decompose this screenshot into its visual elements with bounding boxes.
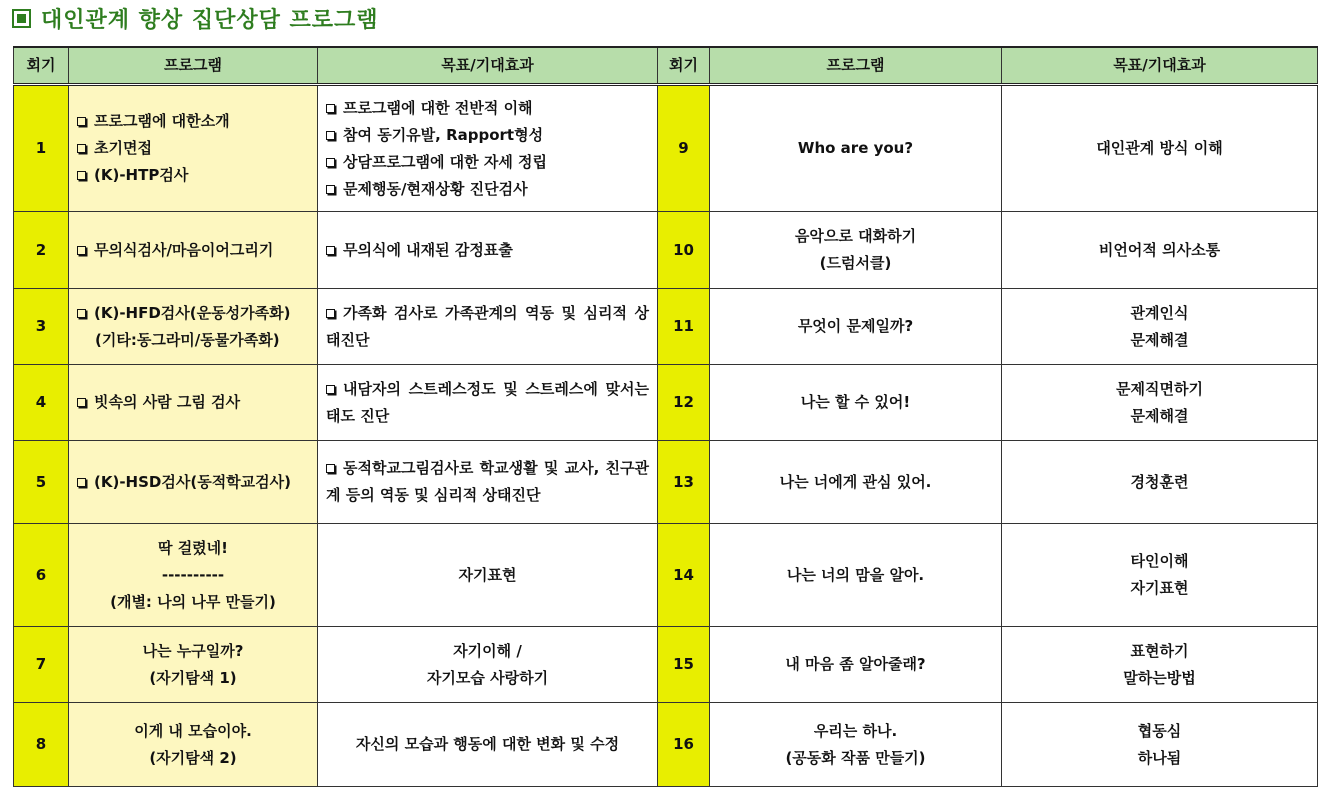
goal-line: 문제해결 <box>1130 406 1189 425</box>
program-cell <box>69 441 318 524</box>
table-header-row <box>14 47 1318 85</box>
goal-text <box>326 455 649 509</box>
session-number-cell: 11 <box>658 289 710 365</box>
program-cell <box>69 703 318 787</box>
list-item <box>326 95 649 122</box>
list-item <box>77 300 309 327</box>
list-item-text: (기타:동그라미/동물가족화) <box>95 330 280 349</box>
goal-line: 경청훈련 <box>1130 472 1189 491</box>
program-cell <box>710 212 1002 289</box>
goal-cell <box>318 365 658 441</box>
session-number-cell: 4 <box>14 365 69 441</box>
checkbox-bullet-icon <box>326 158 335 167</box>
program-cell <box>710 365 1002 441</box>
list-item-text: (K)-HFD검사(운동성가족화) <box>94 303 291 322</box>
program-cell <box>710 85 1002 212</box>
goal-cell <box>1002 524 1318 627</box>
program-line: ---------- <box>161 565 225 584</box>
session-number-cell: 15 <box>658 627 710 703</box>
program-line: (공동화 작품 만들기) <box>785 748 926 767</box>
goal-line: 자신의 모습과 행동에 대한 변화 및 수정 <box>355 735 620 753</box>
list-item <box>77 327 309 354</box>
checkbox-bullet-icon <box>77 398 86 407</box>
program-line: 우리는 하나. <box>813 721 898 740</box>
program-cell <box>69 212 318 289</box>
program-cell <box>710 524 1002 627</box>
session-number-cell: 6 <box>14 524 69 627</box>
goal-line: 협동심 <box>1137 721 1182 740</box>
goal-text <box>326 376 649 430</box>
header-goal-left: 목표/기대효과 <box>318 47 658 85</box>
program-line: (개별: 나의 나무 만들기) <box>110 592 276 611</box>
program-line: 내 마음 좀 알아줄래? <box>785 655 926 673</box>
checkbox-bullet-icon <box>326 104 335 113</box>
list-item <box>77 162 309 189</box>
table-row <box>14 524 1318 627</box>
list-item-text: 빗속의 사람 그림 검사 <box>94 393 241 411</box>
program-table <box>13 46 1318 787</box>
list-item <box>77 135 309 162</box>
checkbox-bullet-icon <box>77 309 86 318</box>
program-cell <box>710 289 1002 365</box>
title-row <box>12 2 379 34</box>
page-title: 대인관계 향상 집단상담 프로그램 <box>41 7 379 33</box>
program-line: 나는 할 수 있어! <box>800 393 911 411</box>
program-cell <box>710 703 1002 787</box>
program-line: 나는 너에게 관심 있어. <box>779 472 932 491</box>
goal-line: 문제직면하기 <box>1116 379 1203 398</box>
goal-cell <box>1002 365 1318 441</box>
program-line: (드럼서클) <box>819 254 892 272</box>
program-cell <box>69 524 318 627</box>
program-cell <box>69 365 318 441</box>
list-item <box>77 108 309 135</box>
list-item <box>326 176 649 203</box>
goal-line: 타인이해 <box>1130 552 1189 570</box>
square-bullet-icon <box>12 9 31 28</box>
session-number-cell: 9 <box>658 85 710 212</box>
table-row <box>14 365 1318 441</box>
goal-line: 하나됨 <box>1137 748 1182 767</box>
header-session-left: 회기 <box>14 47 69 85</box>
goal-cell <box>1002 212 1318 289</box>
list-item <box>326 122 649 149</box>
checkbox-bullet-icon <box>326 185 335 194</box>
checkbox-bullet-icon <box>77 171 86 180</box>
header-goal-right: 목표/기대효과 <box>1002 47 1318 85</box>
program-line: 음악으로 대화하기 <box>794 227 917 245</box>
goal-line: 비언어적 의사소통 <box>1098 240 1221 259</box>
checkbox-bullet-icon <box>326 309 335 318</box>
session-number-cell: 1 <box>14 85 69 212</box>
goal-line: 말하는방법 <box>1123 668 1196 687</box>
header-program-left: 프로그램 <box>69 47 318 85</box>
program-line: 나는 누구일까? <box>142 641 244 660</box>
program-line: 딱 걸렸네! <box>157 538 229 557</box>
program-line: (자기탐색 2) <box>149 748 237 767</box>
goal-cell <box>318 289 658 365</box>
program-cell <box>710 627 1002 703</box>
goal-line: 자기표현 <box>458 565 517 584</box>
goal-cell <box>1002 441 1318 524</box>
table-row <box>14 441 1318 524</box>
goal-cell <box>318 627 658 703</box>
goal-text-content: 가족화 검사로 가족관계의 역동 및 심리적 상태진단 <box>326 303 649 349</box>
goal-line: 표현하기 <box>1130 641 1189 660</box>
list-item-text: 프로그램에 대한 전반적 이해 <box>343 98 533 117</box>
goal-line: 자기이해 / <box>453 641 522 660</box>
list-item <box>326 237 649 264</box>
session-number-cell: 12 <box>658 365 710 441</box>
program-line: 무엇이 문제일까? <box>797 317 914 335</box>
program-cell <box>69 289 318 365</box>
checkbox-bullet-icon <box>326 246 335 255</box>
list-item <box>326 149 649 176</box>
table-row <box>14 627 1318 703</box>
table-row <box>14 85 1318 212</box>
list-item-text: 참여 동기유발, Rapport형성 <box>343 125 544 144</box>
header-session-right: 회기 <box>658 47 710 85</box>
list-item <box>77 237 309 264</box>
goal-line: 대인관계 방식 이해 <box>1096 139 1223 157</box>
goal-text-content: 내담자의 스트레스정도 및 스트레스에 맞서는 태도 진단 <box>326 379 649 425</box>
table-body <box>14 85 1318 787</box>
session-number-cell: 16 <box>658 703 710 787</box>
checkbox-bullet-icon <box>77 144 86 153</box>
list-item-text: 문제행동/현재상황 진단검사 <box>343 179 528 198</box>
goal-cell <box>318 441 658 524</box>
list-item-text: 상담프로그램에 대한 자세 정립 <box>343 152 548 171</box>
program-cell <box>69 85 318 212</box>
list-item <box>77 469 309 496</box>
list-item-text: 프로그램에 대한소개 <box>94 112 230 130</box>
list-item-text: 무의식에 내재된 감정표출 <box>343 240 513 259</box>
list-item-text: (K)-HTP검사 <box>94 166 189 184</box>
program-cell <box>69 627 318 703</box>
session-number-cell: 13 <box>658 441 710 524</box>
checkbox-bullet-icon <box>77 246 86 255</box>
checkbox-bullet-icon <box>326 385 335 394</box>
goal-cell <box>318 85 658 212</box>
list-item-text: 무의식검사/마음이어그리기 <box>94 240 274 259</box>
list-item-text: (K)-HSD검사(동적학교검사) <box>94 472 291 491</box>
goal-text-content: 동적학교그림검사로 학교생활 및 교사, 친구관계 등의 역동 및 심리적 상태진단 <box>326 459 649 504</box>
goal-line: 관계인식 <box>1130 303 1189 322</box>
checkbox-bullet-icon <box>326 464 335 473</box>
session-number-cell: 3 <box>14 289 69 365</box>
program-line: 나는 너의 맘을 알아. <box>786 565 925 584</box>
goal-cell <box>318 703 658 787</box>
program-line: (자기탐색 1) <box>149 668 237 687</box>
header-program-right: 프로그램 <box>710 47 1002 85</box>
goal-cell <box>1002 85 1318 212</box>
session-number-cell: 10 <box>658 212 710 289</box>
session-number-cell: 14 <box>658 524 710 627</box>
table-row <box>14 703 1318 787</box>
session-number-cell: 5 <box>14 441 69 524</box>
program-line: Who are you? <box>797 139 914 157</box>
checkbox-bullet-icon <box>326 131 335 140</box>
session-number-cell: 8 <box>14 703 69 787</box>
goal-cell <box>1002 289 1318 365</box>
program-line: 이게 내 모습이야. <box>134 721 252 740</box>
table-row <box>14 289 1318 365</box>
goal-cell <box>1002 703 1318 787</box>
goal-line: 자기모습 사랑하기 <box>426 668 549 687</box>
checkbox-bullet-icon <box>77 478 86 487</box>
goal-text <box>326 300 649 354</box>
goal-cell <box>318 212 658 289</box>
program-cell <box>710 441 1002 524</box>
list-item <box>77 389 309 416</box>
session-number-cell: 7 <box>14 627 69 703</box>
list-item-text: 초기면접 <box>94 139 152 157</box>
table-row <box>14 212 1318 289</box>
goal-cell <box>1002 627 1318 703</box>
goal-cell <box>318 524 658 627</box>
goal-line: 문제해결 <box>1130 330 1189 349</box>
checkbox-bullet-icon <box>77 117 86 126</box>
goal-line: 자기표현 <box>1130 579 1189 597</box>
session-number-cell: 2 <box>14 212 69 289</box>
